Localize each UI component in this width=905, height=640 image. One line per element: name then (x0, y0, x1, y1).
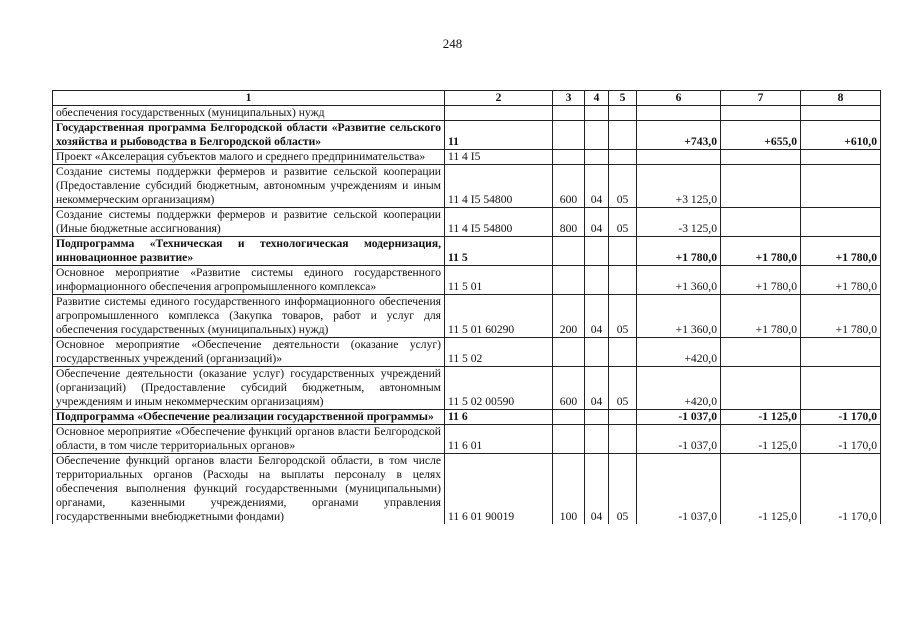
row-value-cell: -1 125,0 (721, 410, 801, 425)
row-value-cell: +420,0 (637, 367, 721, 410)
row-value-cell (585, 338, 609, 367)
row-value-cell (609, 106, 637, 121)
row-value-cell: -1 125,0 (721, 454, 801, 525)
header-cell: 8 (801, 91, 881, 106)
table-row (53, 237, 881, 266)
budget-table (52, 90, 881, 524)
row-value-cell: +1 780,0 (721, 266, 801, 295)
row-value-cell: 04 (585, 454, 609, 525)
table-row (53, 165, 881, 208)
table-row (53, 150, 881, 165)
row-value-cell: +1 780,0 (801, 295, 881, 338)
row-code-cell: 11 5 02 00590 (445, 367, 553, 410)
row-value-cell (609, 121, 637, 150)
table-row (53, 338, 881, 367)
row-value-cell: -1 125,0 (721, 425, 801, 454)
row-code-cell (445, 106, 553, 121)
row-name-cell: Основное мероприятие «Обеспечение функций органов власти Белгородской области, в том числе территориальных органов» (53, 425, 445, 454)
row-value-cell (585, 237, 609, 266)
row-value-cell: +610,0 (801, 121, 881, 150)
row-value-cell (721, 208, 801, 237)
row-value-cell: 600 (553, 165, 585, 208)
row-value-cell: 04 (585, 208, 609, 237)
row-code-cell: 11 6 (445, 410, 553, 425)
row-code-cell: 11 4 I5 54800 (445, 165, 553, 208)
table-header-row (53, 91, 881, 106)
row-value-cell: 600 (553, 367, 585, 410)
row-value-cell (553, 150, 585, 165)
row-value-cell (721, 165, 801, 208)
row-value-cell (585, 410, 609, 425)
row-value-cell (721, 338, 801, 367)
row-name-cell: Проект «Акселерация субъектов малого и среднего предпринимательства» (53, 150, 445, 165)
row-value-cell (585, 150, 609, 165)
row-value-cell: +3 125,0 (637, 165, 721, 208)
row-code-cell: 11 6 01 (445, 425, 553, 454)
row-value-cell: +1 360,0 (637, 266, 721, 295)
header-cell: 3 (553, 91, 585, 106)
row-value-cell: 04 (585, 295, 609, 338)
row-name-cell: Государственная программа Белгородской области «Развитие сельского хозяйства и рыбоводства в Белгородской области» (53, 121, 445, 150)
table-row (53, 410, 881, 425)
header-cell: 1 (53, 91, 445, 106)
row-value-cell: +1 780,0 (637, 237, 721, 266)
header-cell: 4 (585, 91, 609, 106)
row-value-cell (609, 338, 637, 367)
row-value-cell (637, 150, 721, 165)
row-value-cell (553, 237, 585, 266)
row-value-cell (609, 425, 637, 454)
row-code-cell: 11 5 02 (445, 338, 553, 367)
row-value-cell: 05 (609, 208, 637, 237)
row-value-cell: 05 (609, 454, 637, 525)
row-name-cell: Создание системы поддержки фермеров и развитие сельской кооперации (Иные бюджетные ассигнования) (53, 208, 445, 237)
table-row (53, 121, 881, 150)
row-name-cell: Основное мероприятие «Обеспечение деятельности (оказание услуг) государственных учреждений (организаций)» (53, 338, 445, 367)
row-value-cell: +1 780,0 (801, 266, 881, 295)
row-name-cell: Подпрограмма «Техническая и технологическая модернизация, инновационное развитие» (53, 237, 445, 266)
table-row (53, 266, 881, 295)
row-value-cell (721, 367, 801, 410)
row-value-cell (585, 121, 609, 150)
row-code-cell: 11 5 (445, 237, 553, 266)
row-value-cell: 04 (585, 367, 609, 410)
row-value-cell (553, 425, 585, 454)
table-row (53, 106, 881, 121)
row-value-cell: -1 037,0 (637, 410, 721, 425)
row-value-cell (801, 367, 881, 410)
row-value-cell: -1 037,0 (637, 454, 721, 525)
row-value-cell (801, 165, 881, 208)
row-value-cell: 05 (609, 367, 637, 410)
header-cell: 6 (637, 91, 721, 106)
header-cell: 2 (445, 91, 553, 106)
row-value-cell: 05 (609, 295, 637, 338)
row-value-cell (801, 150, 881, 165)
row-value-cell: 800 (553, 208, 585, 237)
row-value-cell (609, 266, 637, 295)
row-value-cell (585, 266, 609, 295)
row-value-cell: -1 170,0 (801, 454, 881, 525)
row-code-cell: 11 (445, 121, 553, 150)
row-value-cell: -1 170,0 (801, 425, 881, 454)
row-value-cell (553, 410, 585, 425)
table-row (53, 425, 881, 454)
row-code-cell: 11 5 01 60290 (445, 295, 553, 338)
page-number: 248 (442, 36, 463, 51)
row-value-cell (609, 410, 637, 425)
row-value-cell: 04 (585, 165, 609, 208)
table-row (53, 367, 881, 410)
row-value-cell (585, 425, 609, 454)
row-value-cell: -1 037,0 (637, 425, 721, 454)
row-value-cell: +1 780,0 (721, 295, 801, 338)
row-value-cell: +420,0 (637, 338, 721, 367)
row-name-cell: Создание системы поддержки фермеров и развитие сельской кооперации (Предоставление субсидий бюджетным, автономным учреждениям и иным некоммерческим организациям) (53, 165, 445, 208)
header-cell: 7 (721, 91, 801, 106)
row-value-cell: +743,0 (637, 121, 721, 150)
row-value-cell (637, 106, 721, 121)
row-value-cell (609, 150, 637, 165)
row-name-cell: Подпрограмма «Обеспечение реализации государственной программы» (53, 410, 445, 425)
row-value-cell (721, 106, 801, 121)
header-cell: 5 (609, 91, 637, 106)
row-name-cell: Развитие системы единого государственного информационного обеспечения агропромышленного комплекса (Закупка товаров, работ и услуг для обеспечения государственных (муниципальных) нужд) (53, 295, 445, 338)
row-value-cell (553, 266, 585, 295)
row-value-cell (609, 237, 637, 266)
row-name-cell: Обеспечение функций органов власти Белгородской области, в том числе территориальных органов (Расходы на выплаты персоналу в целях обеспечения выполнения функций государственными (муниципальными) органами, казенными учреждениями, органами управления государственными внебюджетными фондами) (53, 454, 445, 525)
row-value-cell: -1 170,0 (801, 410, 881, 425)
row-value-cell: -3 125,0 (637, 208, 721, 237)
row-value-cell (553, 106, 585, 121)
row-value-cell: +1 360,0 (637, 295, 721, 338)
row-value-cell: 200 (553, 295, 585, 338)
row-value-cell (801, 106, 881, 121)
row-value-cell: +1 780,0 (801, 237, 881, 266)
row-name-cell: Обеспечение деятельности (оказание услуг) государственных учреждений (организаций) (Предоставление субсидий бюджетным, автономным учреждениям и иным некоммерческим организациям) (53, 367, 445, 410)
row-value-cell (721, 150, 801, 165)
table-row (53, 295, 881, 338)
row-code-cell: 11 5 01 (445, 266, 553, 295)
row-value-cell: 100 (553, 454, 585, 525)
row-value-cell: 05 (609, 165, 637, 208)
row-code-cell: 11 6 01 90019 (445, 454, 553, 525)
row-code-cell: 11 4 I5 54800 (445, 208, 553, 237)
row-code-cell: 11 4 I5 (445, 150, 553, 165)
row-value-cell (553, 121, 585, 150)
row-value-cell: +1 780,0 (721, 237, 801, 266)
row-value-cell (585, 106, 609, 121)
row-value-cell (801, 338, 881, 367)
row-value-cell (801, 208, 881, 237)
table-row (53, 454, 881, 525)
row-value-cell: +655,0 (721, 121, 801, 150)
row-name-cell: Основное мероприятие «Развитие системы единого государственного информационного обеспечения агропромышленного комплекса» (53, 266, 445, 295)
table-row (53, 208, 881, 237)
row-value-cell (553, 338, 585, 367)
row-name-cell: обеспечения государственных (муниципальных) нужд (53, 106, 445, 121)
